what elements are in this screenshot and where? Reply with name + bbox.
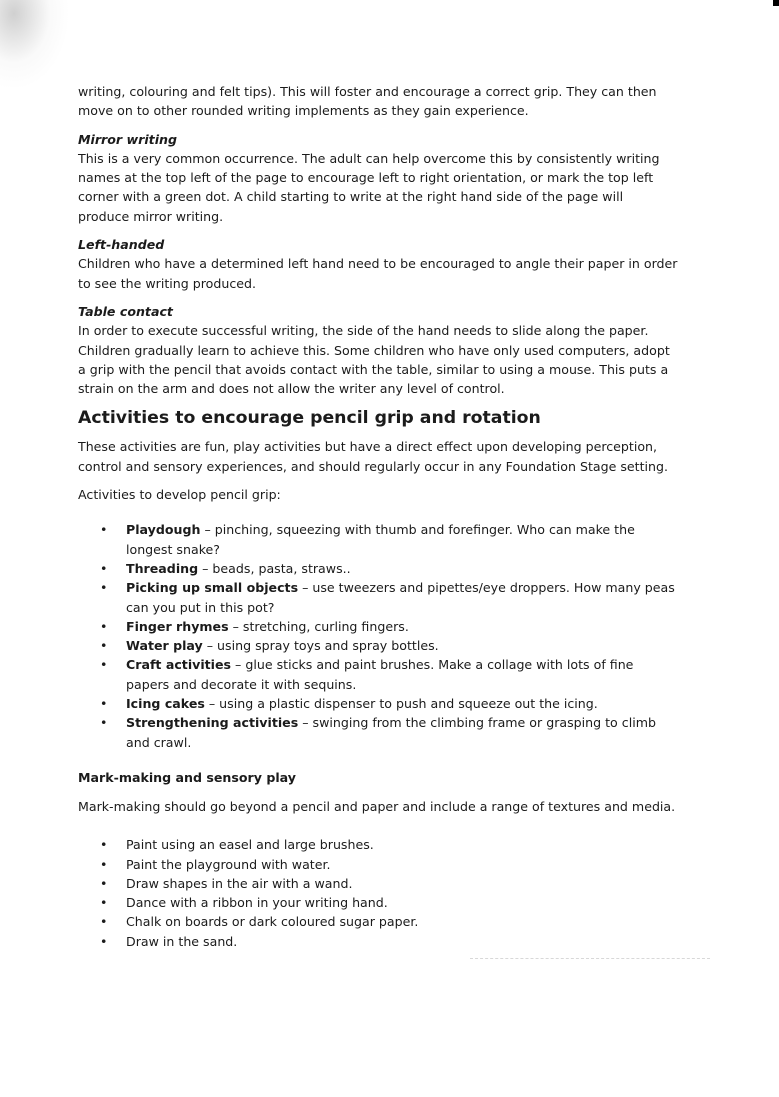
list-item: • Draw in the sand.	[78, 932, 678, 951]
section-body: This is a very common occurrence. The adult can help overcome this by consistently writing names at the top left of the page to encourage left to right orientation, or mark the top left corner with a green dot. A child starting to write at the right hand side of the page will produce mirror writing.	[78, 150, 660, 224]
activities-label: Activities to develop pencil grip:	[78, 487, 281, 503]
section-table-contact	[78, 302, 678, 398]
list-item: • Paint using an easel and large brushes.	[78, 835, 678, 854]
scan-corner-mark	[773, 0, 779, 6]
list-item: • Draw shapes in the air with a wand.	[78, 874, 678, 893]
section-title: Table contact	[78, 303, 173, 319]
mark-making-list	[78, 835, 678, 951]
section-left-handed	[78, 235, 678, 293]
section-title: Mirror writing	[78, 131, 177, 147]
list-item: • Icing cakes – using a plastic dispenser to push and squeeze out the icing.	[78, 694, 678, 713]
section-mirror-writing	[78, 130, 678, 226]
activities-intro: These activities are fun, play activities but have a direct effect upon developing perception, control and sensory experiences, and should regularly occur in any Foundation Stage setting.	[78, 439, 669, 474]
grip-activities-list	[78, 520, 678, 752]
scan-smudge	[0, 0, 70, 90]
list-item: • Dance with a ribbon in your writing hand.	[78, 893, 678, 912]
list-item: • Threading – beads, pasta, straws..	[78, 559, 678, 578]
list-item: • Picking up small objects – use tweezers and pipettes/eye droppers. How many peas can you put in this pot?	[78, 578, 678, 617]
list-item: • Strengthening activities – swinging from the climbing frame or grasping to climb and crawl.	[78, 713, 678, 752]
list-item: • Craft activities – glue sticks and paint brushes. Make a collage with lots of fine papers and decorate it with sequins.	[78, 655, 678, 694]
scan-artifact-line	[470, 958, 710, 959]
list-item: • Finger rhymes – stretching, curling fingers.	[78, 617, 678, 636]
mark-making-heading: Mark-making and sensory play	[78, 769, 296, 785]
list-item: • Paint the playground with water.	[78, 855, 678, 874]
activities-heading: Activities to encourage pencil grip and rotation	[78, 408, 541, 429]
intro-paragraph: writing, colouring and felt tips). This will foster and encourage a correct grip. They can then move on to other rounded writing implements as they gain experience.	[78, 84, 657, 119]
section-title: Left-handed	[78, 237, 165, 253]
list-item: • Playdough – pinching, squeezing with thumb and forefinger. Who can make the longest snake?	[78, 520, 678, 559]
mark-making-intro: Mark-making should go beyond a pencil and paper and include a range of textures and media.	[78, 798, 676, 814]
list-item: • Water play – using spray toys and spray bottles.	[78, 636, 678, 655]
section-body: Children who have a determined left hand need to be encouraged to angle their paper in order to see the writing produced.	[78, 256, 678, 291]
document-page	[78, 82, 678, 951]
section-body: In order to execute successful writing, the side of the hand needs to slide along the paper. Children gradually learn to achieve this. Some children who have only used computers, adopt a grip with the pencil that avoids contact with the table, similar to using a mouse. This puts a strain on the arm and does not allow the writer any level of control.	[78, 323, 670, 397]
list-item: • Chalk on boards or dark coloured sugar paper.	[78, 912, 678, 931]
